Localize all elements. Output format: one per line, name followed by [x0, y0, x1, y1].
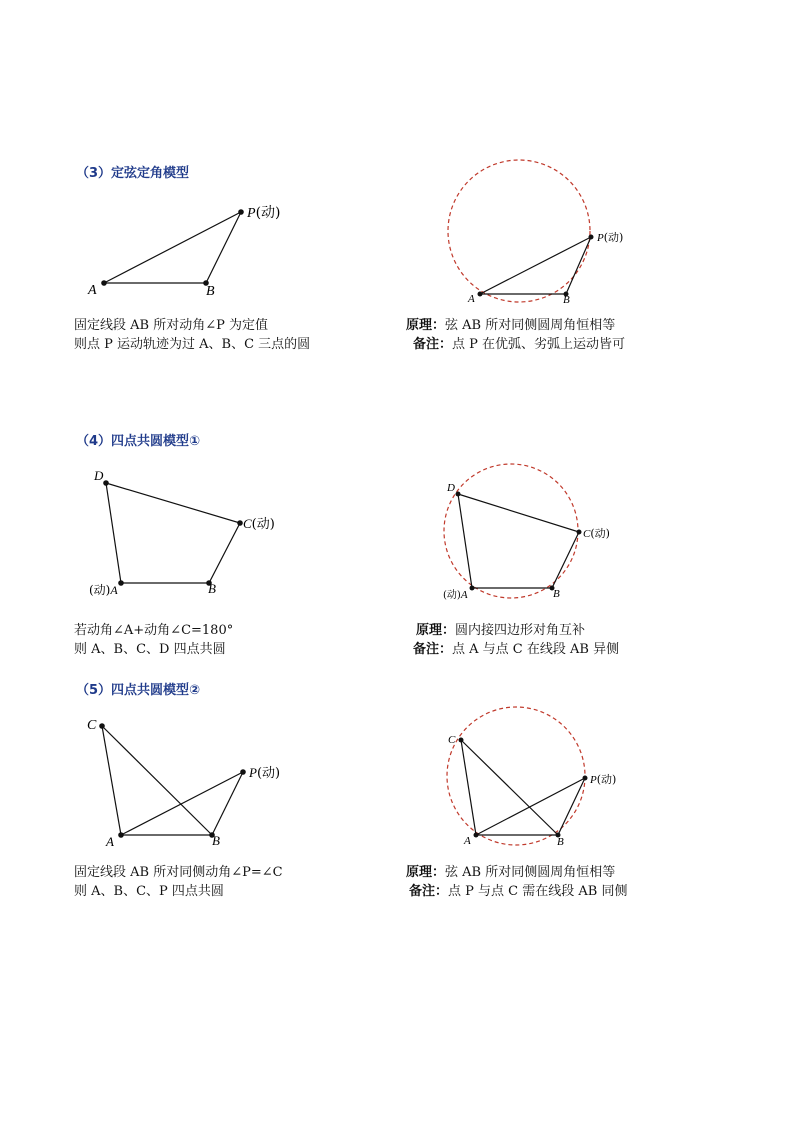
line-ca-right	[461, 740, 476, 835]
label-b: B	[206, 284, 215, 299]
point-c5	[99, 723, 105, 729]
label-a4-right-letter: A	[460, 589, 468, 601]
s3-note	[413, 335, 625, 354]
label-a5: A	[106, 834, 114, 849]
label-p5-right-dyn: (动)	[596, 773, 617, 786]
s4-left-line2: 则 A、B、C、D 四点共圆	[74, 642, 226, 657]
label-p	[246, 204, 281, 221]
label-b4-right: B	[553, 588, 560, 600]
point-d4-right	[456, 492, 461, 497]
label-c4-right-letter: C	[583, 528, 591, 540]
s3-left-line1: 固定线段 AB 所对动角∠P 为定值	[74, 318, 268, 333]
s5-left-line2: 则 A、B、C、P 四点共圆	[74, 884, 224, 899]
point-p	[238, 209, 244, 215]
label-p-right	[596, 230, 623, 244]
s4-note	[413, 640, 619, 659]
label-a4-right	[443, 588, 468, 601]
label-b4: B	[208, 581, 216, 596]
label-p-dyn: (动)	[255, 205, 281, 221]
label-c4-right-dyn: (动)	[590, 527, 610, 540]
label-a5-right: A	[464, 835, 471, 847]
s3-principle	[406, 316, 615, 335]
circle-5	[447, 707, 585, 845]
s3-principle-text: 弦 AB 所对同侧圆周角恒相等	[445, 318, 616, 333]
label-c4-dyn: (动)	[251, 517, 275, 532]
s3-note-text: 点 P 在优弧、劣弧上运动皆可	[452, 337, 626, 352]
label-a4-letter: A	[110, 583, 118, 597]
line-bp-right	[558, 778, 585, 835]
s4-note-text: 点 A 与点 C 在线段 AB 异侧	[452, 642, 620, 657]
label-p5	[248, 765, 280, 781]
label-a4-dyn: (动)	[89, 583, 111, 597]
s3-principle-label: 原理：	[406, 318, 446, 333]
label-b5: B	[212, 833, 220, 848]
s5-principle-text: 弦 AB 所对同侧圆周角恒相等	[445, 865, 616, 880]
s4-left-line1: 若动角∠A+动角∠C=180°	[74, 623, 234, 638]
section4-heading: （4）四点共圆模型①	[76, 434, 201, 449]
label-p5-right	[589, 772, 616, 786]
label-a: A	[88, 283, 97, 298]
s5-note-text: 点 P 与点 C 需在线段 AB 同侧	[448, 884, 628, 899]
label-b-right: B	[563, 294, 570, 306]
label-p-right-letter: P	[597, 232, 604, 244]
point-p-right	[589, 235, 594, 240]
s4-principle-text: 圆内接四边形对角互补	[455, 623, 586, 638]
circle-3	[448, 160, 590, 302]
point-d4	[103, 480, 109, 486]
point-a-right	[478, 292, 483, 297]
point-c4	[237, 520, 243, 526]
label-d4: D	[94, 468, 104, 483]
line-ap	[121, 772, 243, 835]
s5-note	[409, 882, 627, 901]
point-a4-right	[470, 586, 475, 591]
point-a4	[118, 580, 124, 586]
quad-abcd	[106, 483, 240, 583]
s3-note-label: 备注：	[413, 337, 453, 352]
triangle-apb-right	[480, 237, 591, 294]
label-c4-letter: C	[243, 516, 252, 531]
section3-heading: （3）定弦定角模型	[76, 166, 190, 181]
s4-note-label: 备注：	[413, 642, 453, 657]
line-bp	[212, 772, 243, 835]
fig3-left	[104, 212, 241, 283]
point-a	[101, 280, 107, 286]
line-cb-right	[461, 740, 558, 835]
label-a4	[89, 582, 118, 597]
s4-principle	[416, 621, 585, 640]
label-d4-right: D	[447, 482, 455, 494]
label-p5-dyn: (动)	[256, 766, 281, 781]
point-p5-right	[583, 776, 588, 781]
point-p5	[240, 769, 246, 775]
point-a5	[118, 832, 124, 838]
triangle-apb	[104, 212, 241, 283]
label-p5-letter: P	[249, 765, 257, 780]
s4-principle-label: 原理：	[416, 623, 456, 638]
label-c5-right: C	[448, 734, 456, 746]
s5-left-line1: 固定线段 AB 所对同侧动角∠P=∠C	[74, 865, 283, 880]
point-c4-right	[577, 530, 582, 535]
label-b5-right: B	[557, 836, 564, 848]
s5-principle	[406, 863, 615, 882]
label-c4-right	[583, 526, 610, 540]
point-c5-right	[459, 738, 464, 743]
label-c4	[243, 516, 275, 532]
label-a4-right-dyn: (动)	[443, 590, 461, 601]
label-c5: C	[87, 718, 97, 733]
line-ap-right	[476, 778, 585, 835]
quad-abcd-right	[458, 494, 579, 588]
label-p-right-dyn: (动)	[603, 231, 624, 244]
point-a5-right	[474, 833, 479, 838]
s5-note-label: 备注：	[409, 884, 449, 899]
label-p-letter: P	[247, 206, 256, 221]
s3-left-line2: 则点 P 运动轨迹为过 A、B、C 三点的圆	[74, 337, 311, 352]
label-a-right: A	[468, 293, 475, 305]
s5-principle-label: 原理：	[406, 865, 446, 880]
section5-heading: （5）四点共圆模型②	[76, 683, 201, 698]
label-p5-right-letter: P	[590, 774, 597, 786]
